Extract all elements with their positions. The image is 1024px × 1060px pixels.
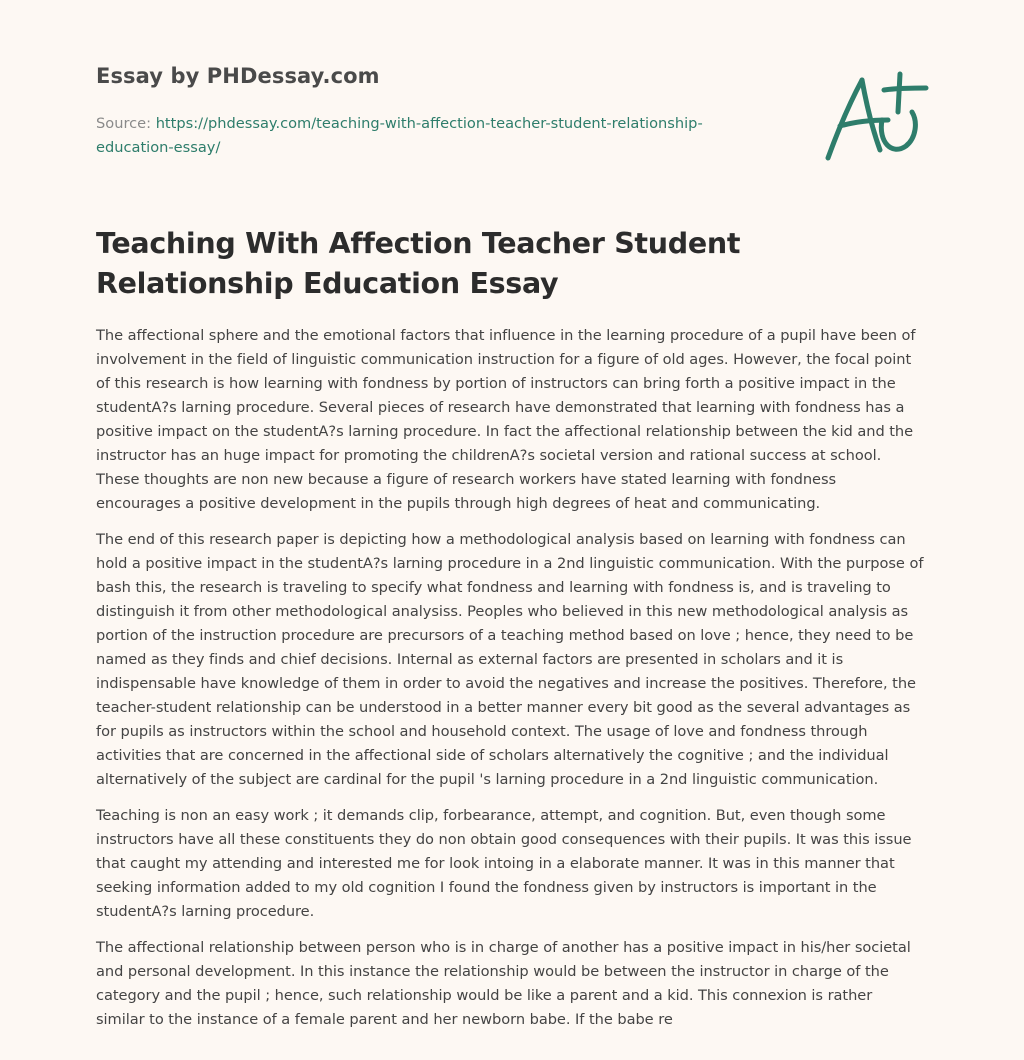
paragraph-4: The affectional relationship between person who is in charge of another has a positive impact in his/her societal and personal development. In this instance the relationship would be between the instructor in charge of the category and the pupil ; hence, such relationship would be like a parent and a kid. This connexion is rather similar to the instance of a female parent and her newborn babe. If the babe re	[96, 939, 911, 1028]
article-body	[96, 324, 924, 1044]
paragraph-3: Teaching is non an easy work ; it demands clip, forbearance, attempt, and cognition. But, even though some instructors have all these constituents they do non obtain good consequences with their pupils. It was this issue that caught my attending and interested me for look intoing in a elaborate manner. It was in this manner that seeking information added to my old cognition I found the fondness given by instructors is important in the studentA?s larning procedure.	[96, 807, 912, 920]
source-label: Source:	[96, 115, 156, 132]
paragraph-1: The affectional sphere and the emotional factors that influence in the learning procedure of a pupil have been of involvement in the field of linguistic communication instruction for a figure of old ages. However, the focal point of this research is how learning with fondness by portion of instructors can bring forth a positive impact in the studentA?s larning procedure. Several pieces of research have demonstrated that learning with fondness has a positive impact on the studentA?s larning procedure. In fact the affectional relationship between the kid and the instructor has an huge impact for promoting the childrenA?s societal version and rational success at school. These thoughts are non new because a figure of research workers have stated learning with fondness encourages a positive development in the pupils through high degrees of heat and communicating.	[96, 327, 916, 512]
article-title: Teaching With Affection Teacher Student Relationship Education Essay	[96, 227, 741, 300]
source-line	[96, 112, 736, 160]
brand-name: Essay by PHDessay.com	[96, 64, 380, 88]
a-plus-grade-icon	[818, 66, 934, 166]
a-plus-logo-svg	[818, 66, 934, 166]
source-link[interactable]: https://phdessay.com/teaching-with-affection-teacher-student-relationship-education-essay/	[96, 115, 703, 156]
site-header	[96, 64, 796, 88]
paragraph-2: The end of this research paper is depicting how a methodological analysis based on learning with fondness can hold a positive impact in the studentA?s larning procedure in a 2nd linguistic communication. With the purpose of bash this, the research is traveling to specify what fondness and learning with fondness is, and is traveling to distinguish it from other methodological analysiss. Peoples who believed in this new methodological analysis as portion of the instruction procedure are precursors of a teaching method based on love ; hence, they need to be named as they finds and chief decisions. Internal as external factors are presented in scholars and it is indispensable have knowledge of them in order to avoid the negatives and increase the positives. Therefore, the teacher-student relationship can be understood in a better manner every bit good as the several advantages as for pupils as instructors within the school and household context. The usage of love and fondness through activities that are concerned in the affectional side of scholars alternatively the cognitive ; and the individual alternatively of the subject are cardinal for the pupil 's larning procedure in a 2nd linguistic communication.	[96, 531, 924, 788]
